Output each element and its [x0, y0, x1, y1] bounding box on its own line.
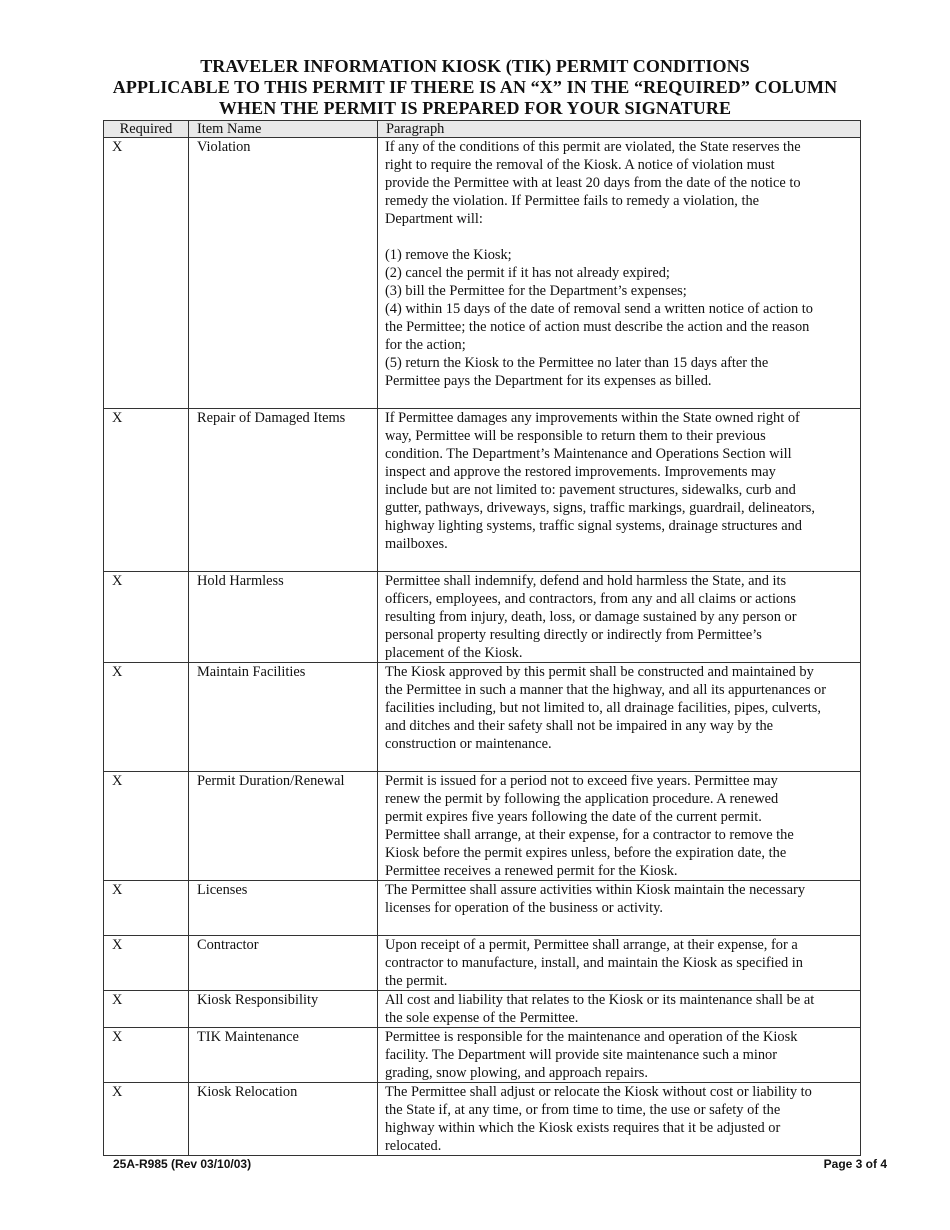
header-item-name: Item Name [189, 121, 378, 138]
blank-line [385, 753, 856, 771]
paragraph-line: If any of the conditions of this permit are violated, the State reserves the [385, 139, 801, 155]
title-line-1: TRAVELER INFORMATION KIOSK (TIK) PERMIT CONDITIONS [200, 56, 750, 76]
paragraph-line: licenses for operation of the business or activity. [385, 900, 664, 916]
blank-line [385, 390, 856, 408]
paragraph-line: the Permittee; the notice of action must describe the action and the reason [385, 319, 810, 335]
paragraph-line: (3) bill the Permittee for the Department’s expenses; [385, 283, 687, 299]
paragraph-line: All cost and liability that relates to the Kiosk or its maintenance shall be at [385, 992, 815, 1008]
required-mark: X [104, 936, 189, 991]
table-row [104, 663, 861, 772]
form-id: 25A-R985 (Rev 03/10/03) [113, 1157, 252, 1171]
paragraph-line: condition. The Department’s Maintenance and Operations Section will [385, 446, 792, 462]
table-row [104, 572, 861, 663]
paragraph-text [378, 1083, 861, 1156]
page-number: Page 3 of 4 [823, 1157, 887, 1171]
paragraph-line: Upon receipt of a permit, Permittee shall arrange, at their expense, for a [385, 937, 798, 953]
item-name: Licenses [189, 881, 378, 936]
paragraph-line: and ditches and their safety shall not be impaired in any way by the [385, 718, 774, 734]
blank-line [385, 917, 856, 935]
table-row [104, 409, 861, 572]
paragraph-line: If Permittee damages any improvements within the State owned right of [385, 410, 800, 426]
paragraph-line: (5) return the Kiosk to the Permittee no later than 15 days after the [385, 355, 769, 371]
paragraph-line: facility. The Department will provide site maintenance such a minor [385, 1047, 778, 1063]
paragraph-line: mailboxes. [385, 536, 448, 552]
paragraph-line: Permittee receives a renewed permit for the Kiosk. [385, 863, 678, 879]
paragraph-line: inspect and approve the restored improvements. Improvements may [385, 464, 776, 480]
paragraph-line: officers, employees, and contractors, from any and all claims or actions [385, 591, 796, 607]
paragraph-line: The Permittee shall assure activities within Kiosk maintain the necessary [385, 882, 806, 898]
paragraph-line: (4) within 15 days of the date of removal send a written notice of action to [385, 301, 813, 317]
required-mark: X [104, 1083, 189, 1156]
paragraph-line: The Permittee shall adjust or relocate the Kiosk without cost or liability to [385, 1084, 812, 1100]
paragraph-line: Department will: [385, 211, 483, 227]
item-name: Repair of Damaged Items [189, 409, 378, 572]
paragraph-line: renew the permit by following the application procedure. A renewed [385, 791, 779, 807]
paragraph-line: Permittee pays the Department for its expenses as billed. [385, 373, 712, 389]
required-mark: X [104, 409, 189, 572]
required-mark: X [104, 991, 189, 1028]
title-line-3: WHEN THE PERMIT IS PREPARED FOR YOUR SIGNATURE [218, 98, 732, 118]
paragraph-line: right to require the removal of the Kiosk. A notice of violation must [385, 157, 775, 173]
conditions-table [103, 120, 861, 1156]
paragraph-line: relocated. [385, 1138, 442, 1154]
item-name: Permit Duration/Renewal [189, 772, 378, 881]
paragraph-line: include but are not limited to: pavement structures, sidewalks, curb and [385, 482, 796, 498]
required-mark: X [104, 772, 189, 881]
paragraph-text [378, 663, 861, 772]
blank-line [385, 553, 856, 571]
table-row [104, 991, 861, 1028]
paragraph-line: the State if, at any time, or from time to time, the use or safety of the [385, 1102, 781, 1118]
paragraph-line: (2) cancel the permit if it has not already expired; [385, 265, 670, 281]
paragraph-text [378, 138, 861, 409]
table-row [104, 881, 861, 936]
paragraph-line: grading, snow plowing, and approach repairs. [385, 1065, 648, 1081]
paragraph-text [378, 1028, 861, 1083]
paragraph-line: highway within which the Kiosk exists requires that it be adjusted or [385, 1120, 781, 1136]
paragraph-line: Permittee shall indemnify, defend and hold harmless the State, and its [385, 573, 787, 589]
required-mark: X [104, 1028, 189, 1083]
paragraph-line: (1) remove the Kiosk; [385, 247, 512, 263]
paragraph-line: construction or maintenance. [385, 736, 552, 752]
table-header-row [104, 121, 861, 138]
required-mark: X [104, 881, 189, 936]
paragraph-line: Permittee shall arrange, at their expense, for a contractor to remove the [385, 827, 794, 843]
header-paragraph: Paragraph [378, 121, 861, 138]
table-body [104, 138, 861, 1156]
item-name: Kiosk Responsibility [189, 991, 378, 1028]
paragraph-line: permit expires five years following the date of the current permit. [385, 809, 762, 825]
paragraph-text [378, 572, 861, 663]
paragraph-text [378, 936, 861, 991]
paragraph-line: gutter, pathways, driveways, signs, traffic markings, guardrail, delineators, [385, 500, 815, 516]
paragraph-line: Kiosk before the permit expires unless, before the expiration date, the [385, 845, 787, 861]
table-row [104, 772, 861, 881]
item-name: TIK Maintenance [189, 1028, 378, 1083]
paragraph-line: provide the Permittee with at least 20 days from the date of the notice to [385, 175, 801, 191]
paragraph-line: resulting from injury, death, loss, or damage sustained by any person or [385, 609, 797, 625]
paragraph-line: placement of the Kiosk. [385, 645, 523, 661]
paragraph-text [378, 991, 861, 1028]
header-required: Required [104, 121, 189, 138]
paragraph-line: facilities including, but not limited to, all drainage facilities, pipes, culverts, [385, 700, 822, 716]
paragraph-line: contractor to manufacture, install, and maintain the Kiosk as specified in [385, 955, 803, 971]
paragraph-line: the permit. [385, 973, 448, 989]
paragraph-text [378, 881, 861, 936]
table-row [104, 1028, 861, 1083]
item-name: Contractor [189, 936, 378, 991]
required-mark: X [104, 138, 189, 409]
paragraph-line: remedy the violation. If Permittee fails to remedy a violation, the [385, 193, 760, 209]
paragraph-line: way, Permittee will be responsible to return them to their previous [385, 428, 766, 444]
item-name: Kiosk Relocation [189, 1083, 378, 1156]
item-name: Hold Harmless [189, 572, 378, 663]
item-name: Maintain Facilities [189, 663, 378, 772]
required-mark: X [104, 572, 189, 663]
paragraph-line: the Permittee in such a manner that the highway, and all its appurtenances or [385, 682, 827, 698]
title-line-2: APPLICABLE TO THIS PERMIT IF THERE IS AN “X” IN THE “REQUIRED” COLUMN [112, 77, 838, 97]
paragraph-line: for the action; [385, 337, 466, 353]
table-row [104, 1083, 861, 1156]
paragraph-line: highway lighting systems, traffic signal systems, drainage structures and [385, 518, 802, 534]
paragraph-line: The Kiosk approved by this permit shall be constructed and maintained by [385, 664, 814, 680]
paragraph-line: the sole expense of the Permittee. [385, 1010, 579, 1026]
table-row [104, 138, 861, 409]
blank-line [385, 228, 856, 246]
paragraph-text [378, 772, 861, 881]
document-title [0, 56, 950, 119]
paragraph-text [378, 409, 861, 572]
paragraph-line: personal property resulting directly or indirectly from Permittee’s [385, 627, 762, 643]
paragraph-line: Permittee is responsible for the maintenance and operation of the Kiosk [385, 1029, 798, 1045]
required-mark: X [104, 663, 189, 772]
paragraph-line: Permit is issued for a period not to exceed five years. Permittee may [385, 773, 778, 789]
item-name: Violation [189, 138, 378, 409]
table-row [104, 936, 861, 991]
